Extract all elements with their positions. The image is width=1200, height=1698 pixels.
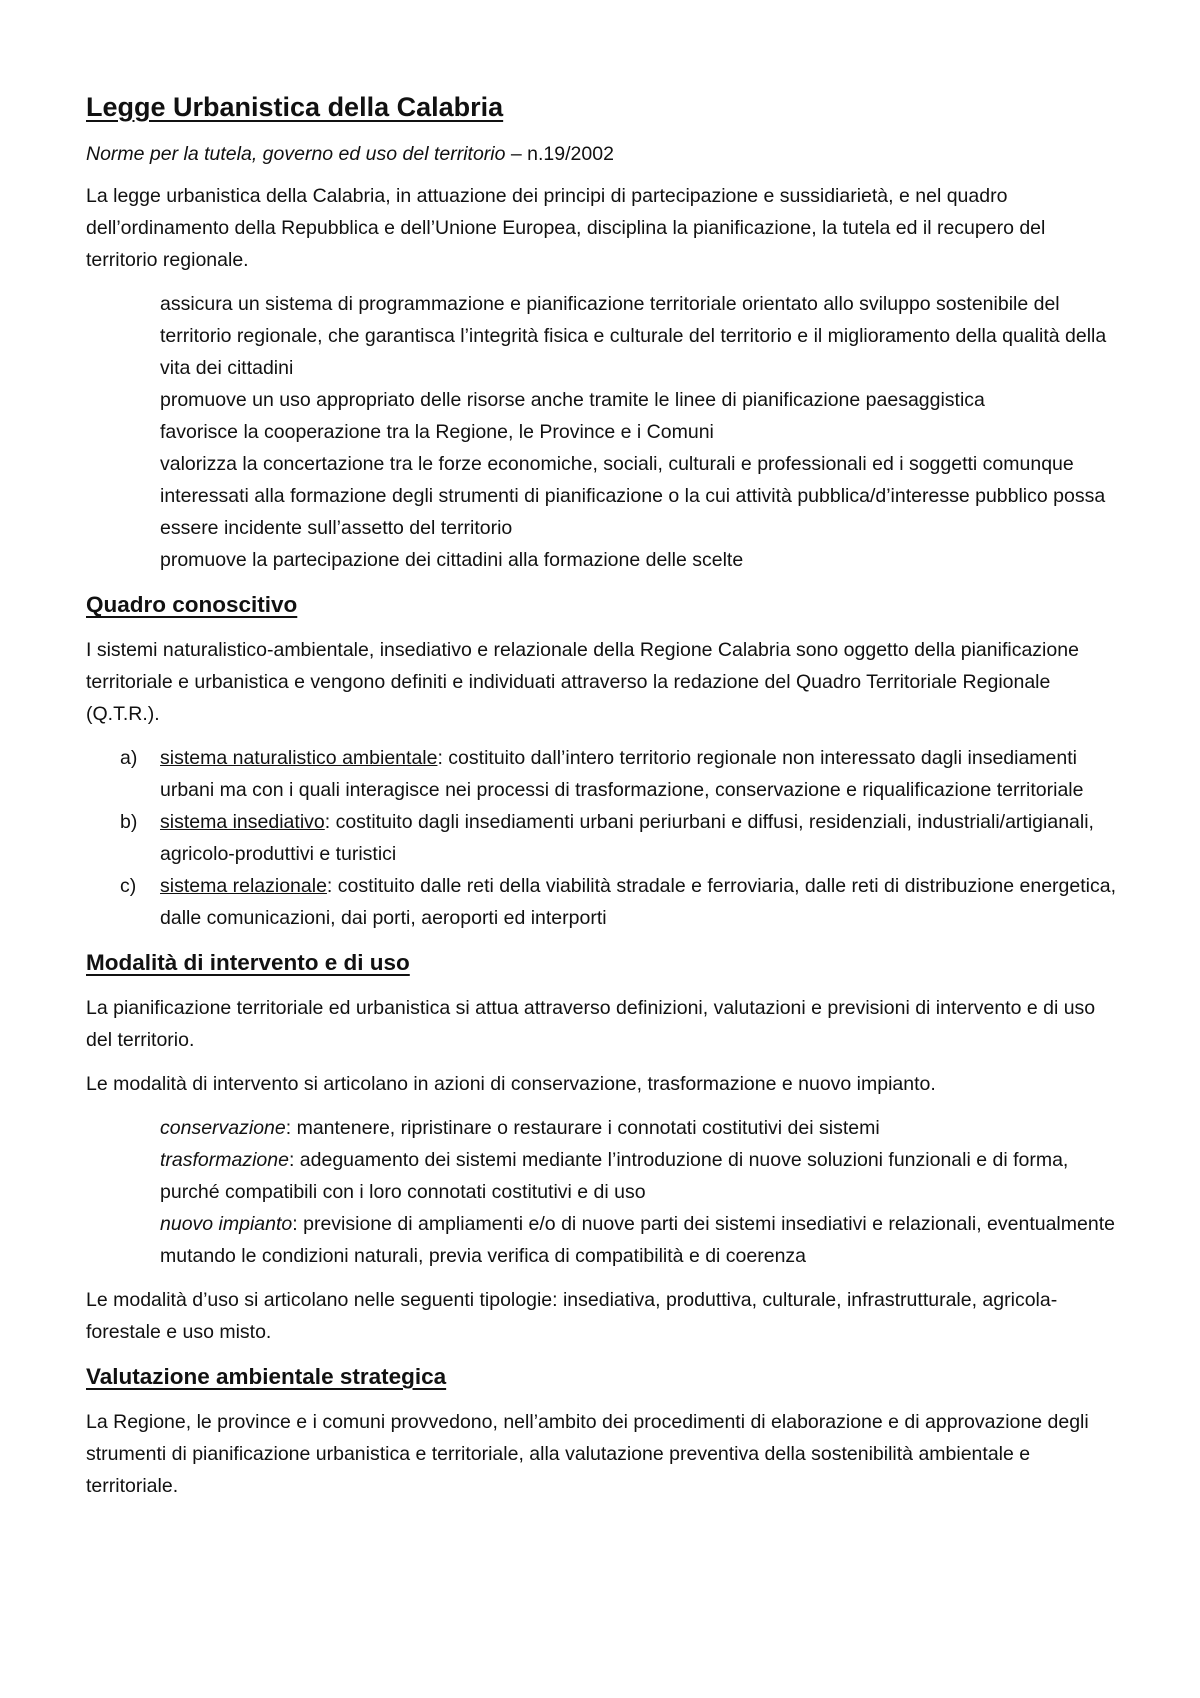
objectives-list — [160, 288, 1120, 576]
modalita-paragraph-1: La pianificazione territoriale ed urbanistica si attua attraverso definizioni, valutazioni e previsioni di intervento e di uso del territorio. — [86, 997, 1096, 1051]
heading-valutazione-ambientale: Valutazione ambientale strategica — [86, 1364, 447, 1389]
intervention-description: : mantenere, ripristinare o restaurare i connotati costitutivi dei sistemi — [285, 1117, 880, 1139]
heading-quadro-conoscitivo: Quadro conoscitivo — [86, 592, 298, 617]
quadro-paragraph: I sistemi naturalistico-ambientale, insediativo e relazionale della Regione Calabria sono oggetto della pianificazione territoriale e urbanistica e vengono definiti e individuati attraverso la redazione del Quadro Territoriale Regionale (Q.T.R.). — [86, 639, 1079, 725]
document-subtitle — [86, 138, 1120, 170]
subtitle-separator: – — [505, 143, 528, 165]
system-term: sistema insediativo — [160, 811, 325, 833]
intervention-description: : previsione di ampliamenti e/o di nuove parti dei sistemi insediativi e relazionali, eventualmente mutando le condizioni naturali, previa verifica di compatibilità e di coerenza — [160, 1213, 1115, 1267]
objective-item: assicura un sistema di programmazione e pianificazione territoriale orientato allo sviluppo sostenibile del territorio regionale, che garantisca l’integrità fisica e culturale del territorio e il miglioramento della qualità della vita dei cittadini — [160, 293, 1107, 379]
system-description: : costituito dagli insediamenti urbani periurbani e diffusi, residenziali, industriali/artigianali, agricolo-produttivi e turistici — [160, 811, 1094, 865]
objective-item: valorizza la concertazione tra le forze economiche, sociali, culturali e professionali ed i soggetti comunque interessati alla formazione degli strumenti di pianificazione o la cui attività pubblica/d’interesse pubblico possa essere incidente sull’assetto del territorio — [160, 453, 1106, 539]
intervention-item — [160, 1208, 1120, 1272]
intervention-description: : adeguamento dei sistemi mediante l’introduzione di nuove soluzioni funzionali e di forma, purché compatibili con i loro connotati costitutivi e di uso — [160, 1149, 1069, 1203]
modalita-paragraph-3: Le modalità d’uso si articolano nelle seguenti tipologie: insediativa, produttiva, culturale, infrastrutturale, agricola-forestale e uso misto. — [86, 1289, 1058, 1343]
intervention-term: conservazione — [160, 1117, 286, 1139]
document-title: Legge Urbanistica della Calabria — [86, 92, 504, 122]
system-item — [86, 870, 1120, 934]
objective-item: promuove un uso appropriato delle risorse anche tramite le linee di pianificazione paesaggistica — [160, 389, 985, 411]
list-marker: c) — [120, 875, 137, 897]
intervention-item — [160, 1144, 1120, 1208]
intervention-term: nuovo impianto — [160, 1213, 293, 1235]
intro-paragraph: La legge urbanistica della Calabria, in attuazione dei principi di partecipazione e sussidiarietà, e nel quadro dell’ordinamento della Repubblica e dell’Unione Europea, disciplina la pianificazione, la tutela ed il recupero del territorio regionale. — [86, 185, 1046, 271]
heading-modalita-intervento: Modalità di intervento e di uso — [86, 950, 410, 975]
system-description: : costituito dalle reti della viabilità stradale e ferroviaria, dalle reti di distribuzione energetica, dalle comunicazioni, dai porti, aeroporti ed interporti — [160, 875, 1116, 929]
list-marker: b) — [120, 811, 138, 833]
modalita-paragraph-2: Le modalità di intervento si articolano in azioni di conservazione, trasformazione e nuovo impianto. — [86, 1073, 936, 1095]
law-number: n.19/2002 — [527, 143, 614, 165]
intervention-item — [160, 1112, 1120, 1144]
system-item — [86, 742, 1120, 806]
system-description: : costituito dall’intero territorio regionale non interessato dagli insediamenti urbani ma con i quali interagisce nei processi di trasformazione, conservazione e riqualificazione territoriale — [160, 747, 1084, 801]
subtitle-italic: Norme per la tutela, governo ed uso del territorio — [86, 143, 506, 165]
systems-list — [86, 742, 1120, 934]
objective-item: favorisce la cooperazione tra la Regione, le Province e i Comuni — [160, 421, 714, 443]
objective-item: promuove la partecipazione dei cittadini alla formazione delle scelte — [160, 549, 744, 571]
system-item — [86, 806, 1120, 870]
intervention-list — [160, 1112, 1120, 1272]
intervention-term: trasformazione — [160, 1149, 289, 1171]
vas-paragraph: La Regione, le province e i comuni provvedono, nell’ambito dei procedimenti di elaborazione e di approvazione degli strumenti di pianificazione urbanistica e territoriale, alla valutazione preventiva della sostenibilità ambientale e territoriale. — [86, 1411, 1089, 1497]
list-marker: a) — [120, 747, 138, 769]
system-term: sistema naturalistico ambientale — [160, 747, 438, 769]
system-term: sistema relazionale — [160, 875, 327, 897]
